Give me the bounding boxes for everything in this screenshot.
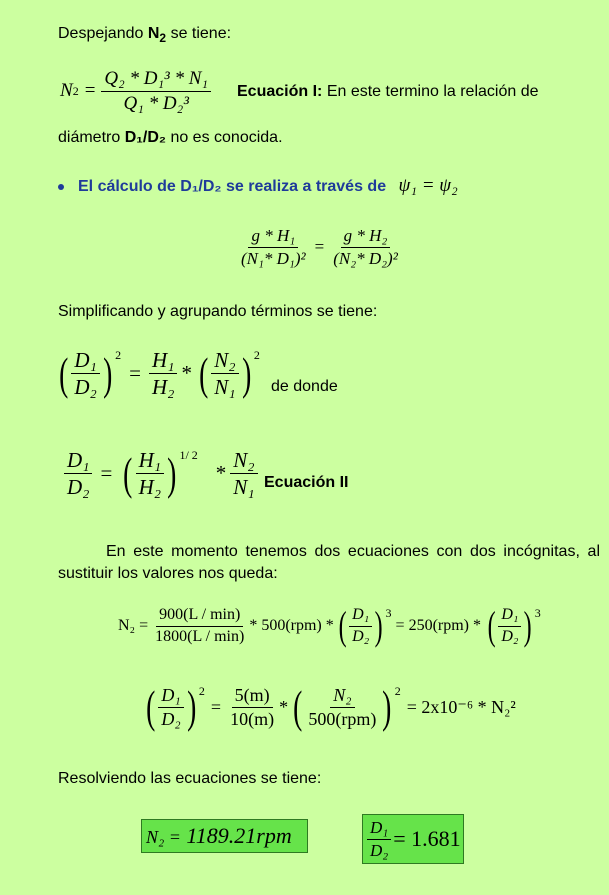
result-ratio bbox=[362, 814, 464, 864]
psi-left-den: (N₁* D₁)² bbox=[241, 248, 306, 268]
eq3-n-num: N₂ bbox=[230, 448, 257, 474]
eq5-n-den: 500(rpm) bbox=[308, 708, 377, 729]
eq1-lhs-sub: 2 bbox=[72, 83, 79, 98]
eq2-n-num: N₂ bbox=[211, 348, 238, 374]
ecuacion-1-line bbox=[237, 83, 538, 101]
equation-4: N₂ = $\frac{900(L / \min)}{1800(L / \min)}$ * 500(rpm) * ( $\frac{\text{D₁}}{\text{D₂}}$ ) 3 = 250(rpm) * ( $\frac{\text{D₁}}{\text{D₂}}$ ) 3 bbox=[118, 603, 541, 648]
eq4-frac-num: 900(L / min) bbox=[156, 606, 243, 626]
psi-right-num: g * H₂ bbox=[341, 226, 391, 248]
ecuacion-1-text: En este termino la relación de bbox=[326, 83, 539, 100]
eq5-m-num: 5(m) bbox=[232, 685, 273, 708]
eq2-d-num: D₁ bbox=[71, 348, 99, 374]
eq5-exp-1: 2 bbox=[198, 684, 205, 698]
eq1-numerator: Q₂ * D₁³ * N₁ bbox=[101, 68, 211, 92]
eq3-h-num: H₁ bbox=[136, 448, 164, 474]
psi-right-den: (N₂* D₂)² bbox=[333, 248, 398, 268]
eq3-d-den: D₂ bbox=[67, 475, 90, 500]
intro-var-sub: 2 bbox=[159, 31, 167, 46]
eq2-h-num: H₁ bbox=[149, 348, 177, 374]
eq5-m-fraction bbox=[227, 685, 277, 729]
result-ratio-value: = 1.681 bbox=[393, 826, 461, 851]
psi-left-fraction bbox=[238, 226, 309, 268]
eq3-n-den: N₁ bbox=[233, 475, 255, 500]
eq2-exp-1: 2 bbox=[115, 348, 122, 362]
eq2-h-den: H₂ bbox=[151, 375, 175, 400]
result-ratio-den: D₂ bbox=[370, 840, 389, 860]
eq4-frac-den: 1800(L / min) bbox=[155, 627, 245, 645]
diameter-ratio: D₁/D₂ bbox=[124, 129, 166, 146]
eq4-d-fraction-2 bbox=[498, 606, 521, 646]
eq5-d-den: D₂ bbox=[161, 708, 181, 729]
ecuacion-2-label: Ecuación II bbox=[264, 474, 349, 491]
equation-5: ( $\frac{\text{D₁}}{\text{D₂}}$ ) 2 = $\frac{5(m)}{10(m)}$ * ( $\frac{\text{N₂}}{\text{500(rpm)}}$ ) 2 = 2x10⁻⁶ * N₂² bbox=[146, 681, 516, 732]
result-ratio-num: D₁ bbox=[367, 818, 391, 840]
intro-suffix: se tiene: bbox=[170, 25, 232, 42]
eq3-d-fraction bbox=[64, 448, 92, 499]
psi-equation: $\frac{\text{g * H₁}}{\text{(N₁* D₁)²}}$ = $\frac{\text{g * H₂}}{\text{(N₂* D₂)²}}$ bbox=[238, 226, 401, 268]
eq4-d1-num: D₁ bbox=[349, 606, 372, 626]
eq3-exp: 1/ 2 bbox=[179, 448, 198, 462]
eq4-d-fraction-1 bbox=[349, 606, 372, 646]
eq4-d2-num: D₁ bbox=[498, 606, 521, 626]
bullet-line bbox=[58, 175, 458, 197]
psi-right-fraction bbox=[330, 226, 401, 268]
eq1-denominator: Q₁ * D₂³ bbox=[123, 92, 189, 114]
equation-3: $\frac{\text{D₁}}{\text{D₂}}$ = ( $\frac{\text{H₁}}{\text{H₂}}$ ) 1/ 2 * $\frac{\text{N₂}}{\text{N₁}}$ bbox=[64, 448, 258, 499]
eq2-d-fraction bbox=[71, 348, 99, 399]
eq4-fraction bbox=[152, 606, 247, 646]
eq2-n-den: N₁ bbox=[214, 375, 236, 400]
result-n2-value: 1189.21rpm bbox=[186, 823, 292, 848]
eq1-lhs: N bbox=[60, 80, 73, 102]
result-ratio-fraction bbox=[367, 818, 391, 860]
eq5-d-num: D₁ bbox=[158, 685, 183, 708]
eq2-d-den: D₂ bbox=[74, 375, 97, 400]
eq5-n-num: N₂ bbox=[330, 685, 354, 708]
bullet-text: El cálculo de D₁/D₂ se realiza a través de bbox=[78, 178, 387, 195]
eq4-equals: = 250(rpm) * bbox=[395, 617, 481, 634]
eq4-exp-2: 3 bbox=[534, 606, 541, 620]
eq4-mid: * 500(rpm) * bbox=[249, 617, 334, 634]
eq4-d1-den: D₂ bbox=[352, 627, 370, 645]
eq5-exp-2: 2 bbox=[394, 684, 401, 698]
eq5-rhs: = 2x10⁻⁶ * N₂² bbox=[406, 696, 516, 717]
eq4-d2-den: D₂ bbox=[501, 627, 519, 645]
equation-1: N 2 = $\frac{\text{Q₂ * D₁³ * N₁}}{\text{Q₁ * D₂³}}$ bbox=[60, 68, 211, 115]
eq5-n-fraction bbox=[305, 685, 379, 729]
diametro-text: diámetro bbox=[58, 129, 121, 146]
ecuacion-1-line2 bbox=[58, 129, 283, 147]
ecuacion-1-label: Ecuación I: bbox=[237, 83, 323, 100]
eq3-h-fraction bbox=[136, 448, 164, 499]
eq2-exp-2: 2 bbox=[253, 348, 260, 362]
eq5-d-fraction bbox=[158, 685, 183, 729]
intro-line bbox=[58, 25, 231, 45]
result-n2-lhs: N₂ = bbox=[146, 827, 181, 847]
intro-var: N bbox=[147, 25, 160, 42]
eq3-d-num: D₁ bbox=[64, 448, 92, 474]
result-n2 bbox=[141, 819, 308, 853]
simplificando-text: Simplificando y agrupando términos se tiene: bbox=[58, 303, 378, 320]
eq4-exp-1: 3 bbox=[385, 606, 392, 620]
eq2-n-fraction bbox=[211, 348, 238, 399]
de-donde-text: de donde bbox=[271, 378, 338, 395]
paragraph-text: En este momento tenemos dos ecuaciones con dos incógnitas, al sustituir los valores nos queda: bbox=[58, 543, 600, 582]
no-conocida-text: no es conocida. bbox=[170, 129, 283, 146]
equation-2: ( $\frac{\text{D₁}}{\text{D₂}}$ ) 2 = $\frac{\text{H₁}}{\text{H₂}}$ * ( $\frac{\text{N₂}}{\text{N₁}}$ ) 2 bbox=[59, 347, 260, 400]
eq3-h-den: H₂ bbox=[138, 475, 162, 500]
eq4-lhs: N₂ = bbox=[118, 617, 149, 634]
eq2-h-fraction bbox=[149, 348, 177, 399]
intro-text: Despejando bbox=[58, 25, 144, 42]
psi-formula: ψ₁ = ψ₂ bbox=[398, 175, 458, 196]
eq5-m-den: 10(m) bbox=[230, 708, 275, 729]
bullet-dot bbox=[58, 184, 64, 190]
eq3-n-fraction bbox=[230, 448, 257, 499]
psi-left-num: g * H₁ bbox=[248, 226, 298, 248]
eq1-fraction bbox=[101, 68, 211, 115]
resolviendo-text: Resolviendo las ecuaciones se tiene: bbox=[58, 770, 322, 787]
